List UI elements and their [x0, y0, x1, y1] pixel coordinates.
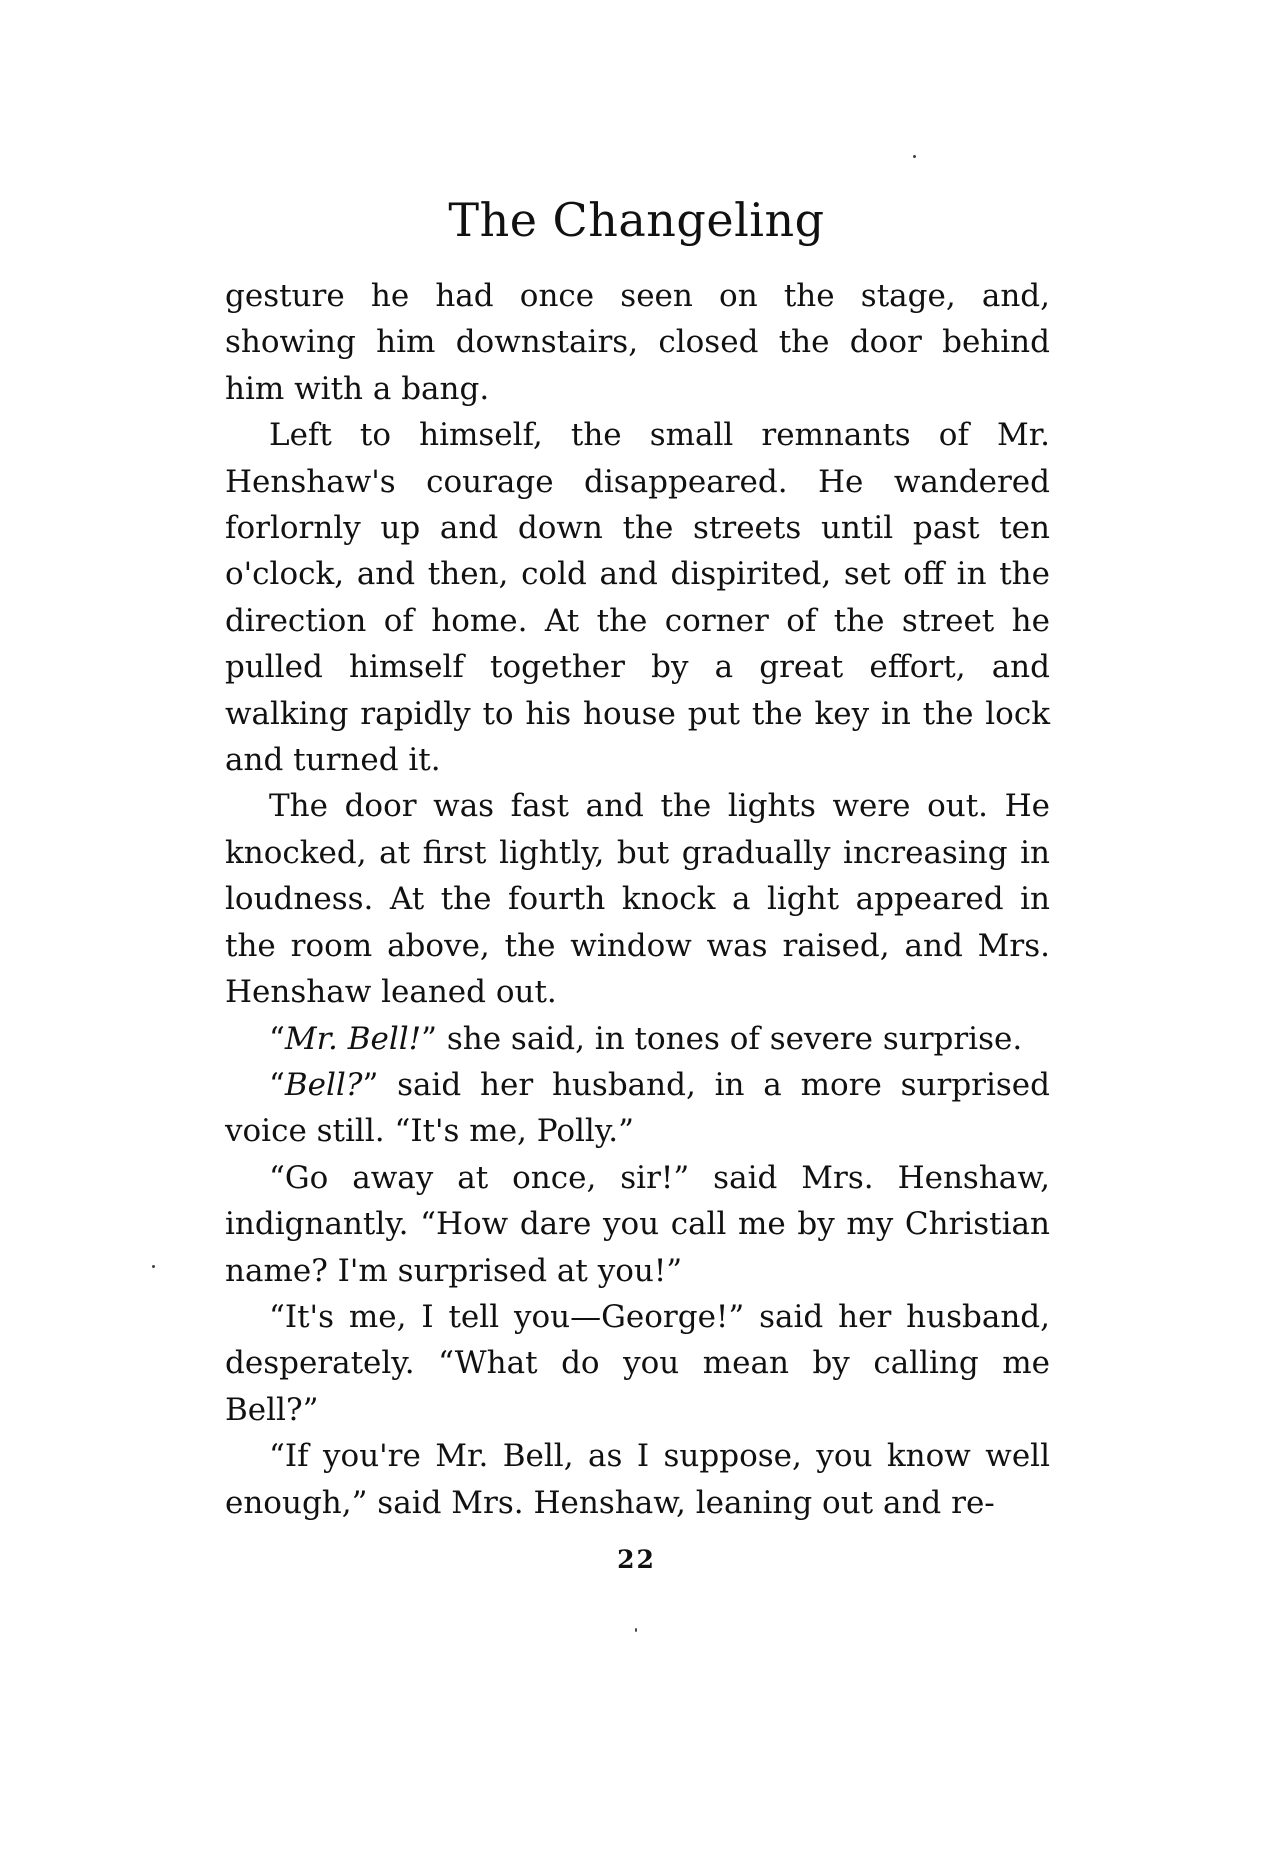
paragraph-dialogue: [225, 1062, 1050, 1155]
paragraph-dialogue: “If you're Mr. Bell, as I suppose, you know well enough,” said Mrs. Henshaw, leaning out and re-: [225, 1438, 1050, 1521]
speech-tail: ” said her husband, in a more surprised voice still. “It's me, Polly.”: [225, 1066, 1050, 1150]
running-head-title: The Changeling: [448, 193, 825, 247]
scan-speck: [152, 1265, 155, 1268]
scan-speck: [913, 155, 916, 158]
paragraph-dialogue: “It's me, I tell you—George!” said her husband, desperately. “What do you mean by calling me Bell?”: [225, 1298, 1050, 1428]
paragraph-dialogue: “Go away at once, sir!” said Mrs. Henshaw, indignantly. “How dare you call me by my Christian name? I'm surprised at you!”: [225, 1159, 1050, 1289]
body-text: [225, 273, 1050, 1526]
paragraph-continued: gesture he had once seen on the stage, and, showing him downstairs, closed the door behind him with a bang.: [225, 278, 1050, 407]
paragraph: Left to himself, the small remnants of Mr. Henshaw's courage disappeared. He wandered forlornly up and down the streets until past ten o'clock, and then, cold and dispirited, set off in the direction of home. At the corner of the street he pulled himself together by a great effort, and walking rapidly to his house put the key in the lock and turned it.: [225, 417, 1050, 779]
italic-speech: Mr. Bell!: [284, 1020, 422, 1057]
open-quote: “: [269, 1066, 285, 1103]
italic-speech: Bell?: [284, 1066, 363, 1103]
speech-tail: ” she said, in tones of severe surprise.: [421, 1020, 1023, 1057]
paragraph-dialogue: [225, 1016, 1050, 1062]
open-quote: “: [269, 1020, 285, 1057]
scan-speck: [635, 1628, 637, 1632]
page-number: 22: [617, 1545, 656, 1574]
paragraph: The door was fast and the lights were out. He knocked, at first lightly, but gradually increasing in loudness. At the fourth knock a light appeared in the room above, the window was raised, and Mrs. Henshaw leaned out.: [225, 788, 1050, 1011]
